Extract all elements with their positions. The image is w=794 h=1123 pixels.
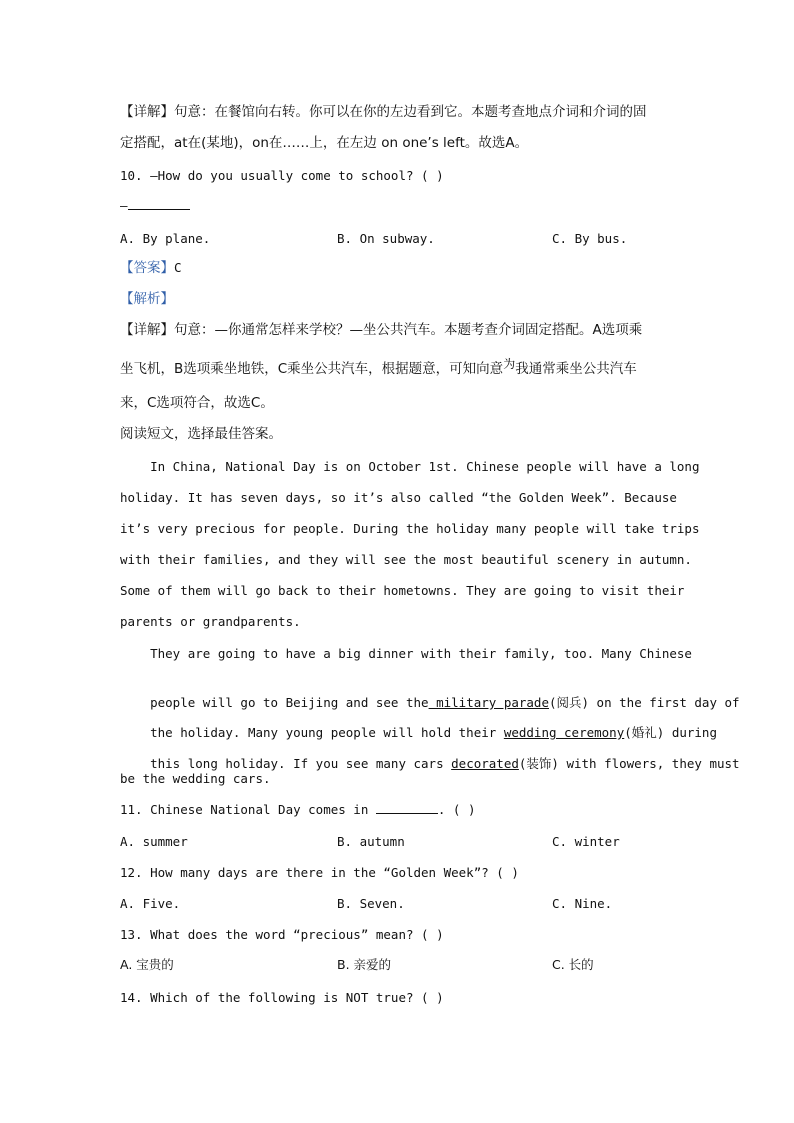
q10-option-a: A. By plane. — [120, 231, 211, 246]
passage-p2-line5: be the wedding cars. — [120, 771, 271, 786]
q11-option-c: C. winter — [552, 834, 620, 849]
q13-question: 13. What does the word “precious” mean? ( ) — [120, 927, 444, 942]
term-military-parade: military parade — [428, 695, 549, 710]
q11-after: . ( ) — [437, 802, 476, 817]
p2-line4-a: this long holiday. If you see many cars — [150, 756, 452, 771]
p2-line2-b: (阅兵) on the first day of — [548, 695, 740, 710]
p2-line4-b: (装饰) with flowers, they must — [518, 756, 740, 771]
q12-option-c: C. Nine. — [552, 896, 613, 911]
q10-option-c: C. By bus. — [552, 231, 628, 246]
q11-question — [120, 801, 680, 819]
q14-question: 14. Which of the following is NOT true? ( ) — [120, 990, 444, 1005]
q13-option-c: C. 长的 — [552, 957, 594, 972]
q12-option-a: A. Five. — [120, 896, 181, 911]
q10-option-b: B. On subway. — [337, 231, 435, 246]
q12-question: 12. How many days are there in the “Golden Week”? ( ) — [120, 865, 519, 880]
passage-p2-line1: They are going to have a big dinner with their family, too. Many Chinese — [120, 646, 692, 661]
q13-option-b: B. 亲爱的 — [337, 957, 392, 972]
passage-p1-line6: parents or grandparents. — [120, 614, 301, 629]
passage-p1-line5: Some of them will go back to their hometowns. They are going to visit their — [120, 583, 685, 598]
q11-blank — [376, 801, 438, 814]
p2-line3-b: (婚礼) during — [624, 725, 717, 740]
explain9-line2: 定搭配，at在(某地)，on在……上，在左边 on one’s left。故选A。 — [120, 135, 529, 151]
term-wedding-ceremony: wedding ceremony — [503, 725, 625, 740]
q11-before: 11. Chinese National Day comes in — [120, 802, 376, 817]
q10-detail-line2a: 坐飞机，B选项乘坐地铁，C乘坐公共汽车，根据题意，可知向意 — [120, 361, 504, 377]
q10-question: 10. —How do you usually come to school? ( ) — [120, 168, 444, 183]
answer-value: C — [174, 260, 182, 275]
q11-option-b: B. autumn — [337, 834, 405, 849]
q13-option-a: A. 宝贵的 — [120, 957, 174, 972]
p2-line2-a: people will go to Beijing and see the — [150, 695, 429, 710]
explain9-line1: 【详解】句意：在餐馆向右转。你可以在你的左边看到它。本题考查地点介词和介词的固 — [120, 104, 647, 120]
answer-tag: 【答案】 — [120, 260, 174, 276]
q10-answer — [120, 259, 680, 277]
passage-p1-line4: with their families, and they will see the most beautiful scenery in autumn. — [120, 552, 692, 567]
q10-detail-line3: 来，C选项符合，故选C。 — [120, 395, 274, 411]
passage-p1-line1: In China, National Day is on October 1st. Chinese people will have a long — [120, 459, 700, 474]
passage-p1-line2: holiday. It has seven days, so it’s also called “the Golden Week”. Because — [120, 490, 677, 505]
p2-line3-a: the holiday. Many young people will hold their — [150, 725, 504, 740]
analysis-tag: 【解析】 — [120, 291, 174, 307]
passage-p1-line3: it’s very precious for people. During the holiday many people will take trips — [120, 521, 700, 536]
q11-option-a: A. summer — [120, 834, 188, 849]
q10-detail-line2 — [120, 357, 680, 378]
q10-detail-sup: 为 — [503, 357, 516, 371]
term-decorated: decorated — [451, 756, 519, 771]
q10-blank — [128, 197, 190, 210]
q10-detail-line2b: 我通常乘坐公共汽车 — [515, 361, 637, 377]
q10-response-line — [120, 197, 680, 215]
q12-option-b: B. Seven. — [337, 896, 405, 911]
q10-dash: — — [120, 198, 128, 213]
reading-instruction: 阅读短文，选择最佳答案。 — [120, 426, 282, 442]
q10-detail-line1: 【详解】句意：—你通常怎样来学校？—坐公共汽车。本题考查介词固定搭配。A选项乘 — [120, 322, 643, 338]
